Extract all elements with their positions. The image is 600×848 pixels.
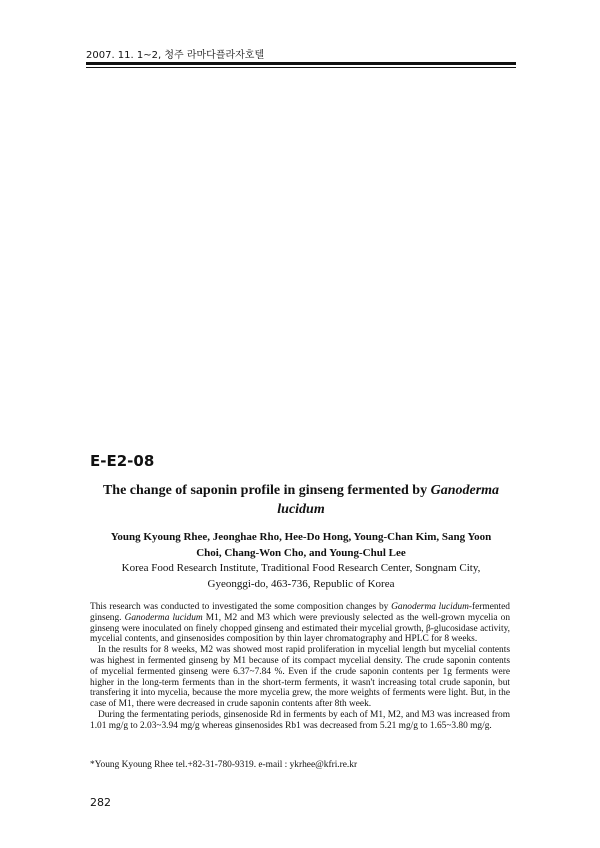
author-line-2: Choi, Chang-Won Cho, and Young-Chul Lee xyxy=(196,547,406,559)
abstract-paragraph-1 xyxy=(90,602,510,645)
abstract-body xyxy=(90,602,510,732)
abstract-paragraph-2: In the results for 8 weeks, M2 was showed most rapid proliferation in mycelial length but mycelial contents was highest in fermented ginseng by M1 because of its compact mycelial density. The crude saponin contents of mycelial fermented ginseng were 6.37~7.84 %. Even if the crude saponin contents per 1g ferments were higher in the long-term ferments than in the short-term ferments, it wasn't increasing total crude saponin, but transfering it into mycelia, because the more mycelia grew, the more weights of ferments were light. But, in the case of M1, there were decreased in crude saponin contents after 8th week. xyxy=(90,645,510,710)
species-name: Ganoderma lucidum xyxy=(124,612,203,623)
page-number: 282 xyxy=(90,796,111,809)
author-line-1: Young Kyoung Rhee, Jeonghae Rho, Hee-Do Hong, Young-Chan Kim, Sang Yoon xyxy=(110,531,492,543)
species-name: Ganoderma lucidum xyxy=(391,602,469,612)
paper-title xyxy=(86,481,516,519)
abstract-text: -fermented ginseng. xyxy=(90,602,510,623)
abstract-text: This research was conducted to investigated the some composition changes by xyxy=(90,602,392,612)
author-list xyxy=(86,529,516,561)
header-rule-thin xyxy=(86,67,516,68)
affiliation xyxy=(86,561,516,592)
abstract-paragraph-3: During the fermentating periods, ginsenoside Rd in ferments by each of M1, M2, and M3 was increased from 1.01 mg/g to 2.03~3.94 mg/g whereas ginsenosides Rb1 was decreased from 5.21 mg/g to 1.65~3.80 mg/g. xyxy=(90,709,510,731)
abstract-code: E-E2-08 xyxy=(90,452,155,470)
corresponding-author-footnote: *Young Kyoung Rhee tel.+82-31-780-9319. e-mail : ykrhee@kfri.re.kr xyxy=(90,760,358,770)
affiliation-line-2: Gyeonggi-do, 463-736, Republic of Korea xyxy=(207,577,395,590)
conference-header: 2007. 11. 1~2, 청주 라마다플라자호텔 xyxy=(86,50,265,61)
paper-title-italic: Ganoderma lucidum xyxy=(277,483,500,517)
header-rule-thick xyxy=(86,62,516,65)
abstract-text: M1, M2 and M3 which were previously selected as the well-grown mycelia on ginseng were inoculated on finely chopped ginseng and estimated their mycelial growth, β-glucosidase activity, mycelial contents, and ginsenosides composition by thin layer chromatography and HPLC for 8 weeks. xyxy=(90,612,511,645)
paper-title-text: The change of saponin profile in ginseng fermented by xyxy=(102,483,431,498)
affiliation-line-1: Korea Food Research Institute, Traditional Food Research Center, Songnam City, xyxy=(121,562,481,574)
